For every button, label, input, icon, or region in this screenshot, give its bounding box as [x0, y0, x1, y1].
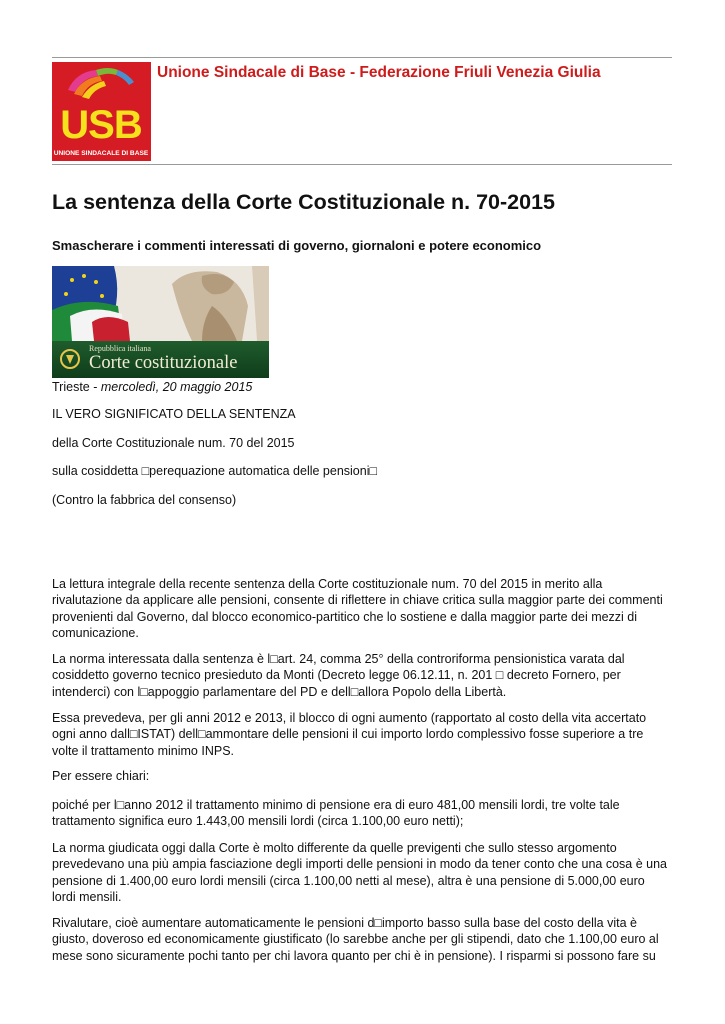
paragraph-line: ogni anno dall□ISTAT) dell□ammontare delle pensioni il cui importo lordo complessivo fosse superiore a tre [52, 727, 644, 742]
intro-line: sulla cosiddetta □perequazione automatica delle pensioni□ [52, 464, 378, 478]
emblem-icon [60, 349, 80, 369]
intro-line: della Corte Costituzionale num. 70 del 2015 [52, 436, 295, 450]
paragraph-line: volte il trattamento minimo INPS. [52, 743, 235, 758]
paragraph-line: La lettura integrale della recente sentenza della Corte costituzionale num. 70 del 2015 in merito alla [52, 577, 603, 591]
paragraph [52, 840, 674, 905]
paragraph [52, 768, 674, 784]
usb-logo [52, 62, 151, 161]
paragraph-line: pensione di 1.400,00 euro lordi mensili (circa 1.100,00 netti al mese), altra è una pensione di 5.000,00 euro [52, 873, 645, 888]
image-caption: Corte costituzionale [89, 353, 238, 373]
paragraph-line: Rivalutare, cioè aumentare automaticamente le pensioni d□importo basso sulla base del costo della vita è [52, 916, 637, 930]
paragraph-line: intenderci) con l□appoggio parlamentare del PD e dell□allora Popolo della Libertà. [52, 684, 507, 699]
header-top-rule [52, 57, 672, 58]
intro-line: (Contro la fabbrica del consenso) [52, 493, 237, 507]
paragraph-line: provenienti dal Governo, dal blocco economico-partitico che lo sostiene e dalla maggior parte dei mezzi di [52, 609, 638, 624]
paragraph-line: Essa prevedeva, per gli anni 2012 e 2013, il blocco di ogni aumento (rapportato al costo della vita accertato [52, 711, 647, 725]
paragraph [52, 710, 674, 759]
header-bottom-rule [52, 164, 672, 165]
article-image [52, 266, 269, 378]
logo-subtext: UNIONE SINDACALE DI BASE [53, 150, 149, 157]
paragraph-line: comunicazione. [52, 625, 139, 640]
paragraph-line: giusto, doveroso ed economicamente giustificato (lo sarebbe anche per gli stipendi, dato che 1.100,00 euro al [52, 932, 659, 947]
paragraph [52, 651, 674, 700]
paragraph-line: La norma interessata dalla sentenza è l□art. 24, comma 25° della controriforma pensionistica varata dal [52, 652, 625, 666]
article-subtitle: Smascherare i commenti interessati di governo, giornaloni e potere economico [52, 238, 542, 253]
paragraph-line: trattamento significa euro 1.443,00 mensili lordi (circa 1.100,00 euro netti); [52, 814, 464, 829]
intro-line: IL VERO SIGNIFICATO DELLA SENTENZA [52, 407, 296, 421]
article-title: La sentenza della Corte Costituzionale n. 70-2015 [52, 190, 556, 214]
paragraph [52, 797, 674, 830]
paragraph-line: prevedevano una più ampia fasciazione degli importi delle pensioni in modo da tener conto che una cosa è una [52, 857, 667, 872]
paragraph-line: Per essere chiari: [52, 769, 150, 783]
organization-name: Unione Sindacale di Base - Federazione Friuli Venezia Giulia [157, 64, 601, 81]
paragraph [52, 915, 674, 964]
article-date: mercoledì, 20 maggio 2015 [100, 380, 253, 394]
paragraph-line: rivalutazione da applicare alle pensioni, consente di riflettere in chiave critica sulla maggior parte dei commenti [52, 593, 663, 608]
paragraph-line: La norma giudicata oggi dalla Corte è molto differente da quelle previgenti che sullo stesso argomento [52, 841, 617, 855]
paragraph [52, 576, 674, 641]
paragraph-line: mese sono sicuramente pochi tanto per chi lavora quanto per chi è in pensione). I risparmi si possono fare su [52, 948, 656, 963]
paragraph-line: lordi mensili. [52, 889, 122, 904]
logo-text: USB [60, 103, 142, 147]
meta-separator: - [89, 380, 101, 394]
paragraph-line: cosiddetto governo tecnico presieduto da Monti (Decreto legge 06.12.11, n. 201 □ decreto Fornero, per [52, 668, 621, 683]
article-meta [52, 380, 252, 394]
paragraph-line: poiché per l□anno 2012 il trattamento minimo di pensione era di euro 481,00 mensili lordi, tre volte tale [52, 798, 620, 812]
image-caption-band [52, 341, 269, 378]
article-location: Trieste [52, 380, 90, 394]
image-small-text: Repubblica italiana [89, 344, 151, 353]
